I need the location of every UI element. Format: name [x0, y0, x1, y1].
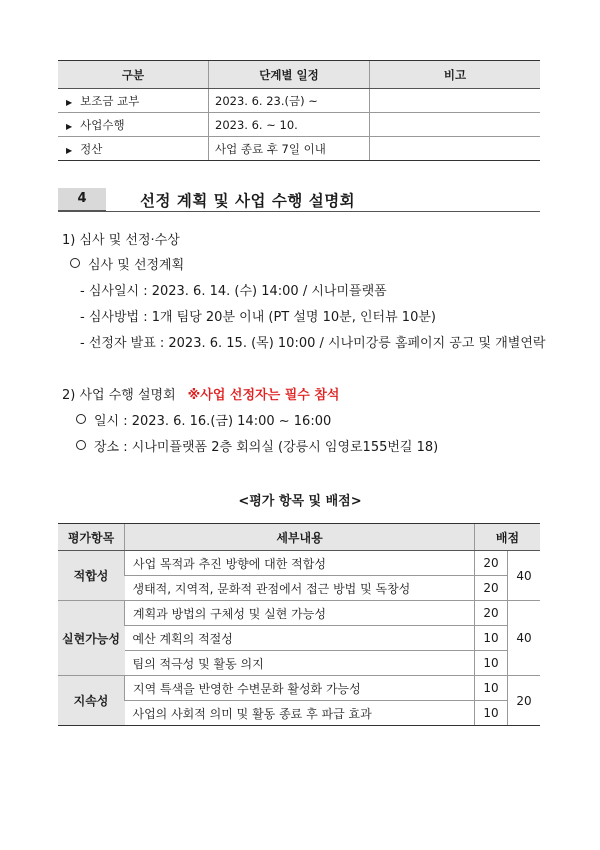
table-row [58, 701, 540, 726]
evaluation-category: 지속성 [58, 676, 125, 726]
evaluation-detail: 예산 계획의 적절성 [125, 626, 475, 651]
schedule-note [370, 89, 541, 113]
schedule-header-date: 단계별 일정 [209, 61, 370, 89]
evaluation-score: 10 [475, 701, 508, 726]
evaluation-table [58, 523, 540, 726]
circle-bullet-icon [76, 414, 86, 424]
evaluation-score: 20 [475, 601, 508, 626]
section-divider [58, 211, 540, 212]
evaluation-score: 10 [475, 651, 508, 676]
circle-bullet-icon [76, 440, 86, 450]
part2-item-row [76, 410, 331, 429]
evaluation-header-detail: 세부내용 [125, 524, 475, 551]
table-row [58, 626, 540, 651]
table-row [58, 137, 540, 161]
evaluation-detail: 사업의 사회적 의미 및 활동 종료 후 파급 효과 [125, 701, 475, 726]
schedule-item: 정산 [80, 141, 103, 156]
part2-item: 일시 : 2023. 6. 16.(금) 14:00 ~ 16:00 [94, 414, 332, 429]
evaluation-total: 40 [508, 601, 541, 676]
triangle-right-icon: ▶ [66, 121, 73, 131]
schedule-header-item: 구분 [58, 61, 209, 89]
part2-item-row [76, 436, 438, 455]
schedule-header-row [58, 61, 540, 89]
schedule-header-note: 비고 [370, 61, 541, 89]
table-row [58, 651, 540, 676]
evaluation-score: 20 [475, 576, 508, 601]
evaluation-total: 40 [508, 551, 541, 601]
part2-heading-row [62, 384, 339, 403]
evaluation-detail: 지역 특색을 반영한 수변문화 활성화 가능성 [125, 676, 475, 701]
table-row [58, 89, 540, 113]
schedule-item-cell [58, 113, 209, 137]
evaluation-detail: 팀의 적극성 및 활동 의지 [125, 651, 475, 676]
evaluation-score: 20 [475, 551, 508, 576]
circle-bullet-icon [70, 258, 80, 268]
schedule-item-cell [58, 137, 209, 161]
part1-item: - 심사일시 : 2023. 6. 14. (수) 14:00 / 시나미플랫폼 [80, 284, 387, 299]
schedule-note [370, 137, 541, 161]
table-row [58, 576, 540, 601]
part2-heading: 2) 사업 수행 설명회 [62, 388, 176, 403]
table-row [58, 601, 540, 626]
table-row [58, 551, 540, 576]
evaluation-header-category: 평가항목 [58, 524, 125, 551]
schedule-item: 사업수행 [80, 117, 125, 132]
part1-subheading-row [70, 254, 184, 273]
schedule-table [58, 60, 540, 161]
part2-item: 장소 : 시나미플랫폼 2층 회의실 (강릉시 임영로155번길 18) [94, 440, 439, 455]
evaluation-header-row [58, 524, 540, 551]
triangle-right-icon: ▶ [66, 97, 73, 107]
part1-subheading: 심사 및 선정계획 [88, 258, 185, 273]
section-number: 4 [58, 188, 106, 212]
evaluation-detail: 사업 목적과 추진 방향에 대한 적합성 [125, 551, 475, 576]
part1-item: - 선정자 발표 : 2023. 6. 15. (목) 10:00 / 시나미강릉 홈페이지 공고 및 개별연락 [80, 336, 546, 351]
table-row [58, 676, 540, 701]
evaluation-detail: 생태적, 지역적, 문화적 관점에서 접근 방법 및 독창성 [125, 576, 475, 601]
evaluation-total: 20 [508, 676, 541, 726]
part1-item: - 심사방법 : 1개 팀당 20분 이내 (PT 설명 10분, 인터뷰 10분) [80, 310, 436, 325]
schedule-date: 2023. 6. 23.(금) ~ [209, 89, 370, 113]
evaluation-category: 실현가능성 [58, 601, 125, 676]
schedule-item: 보조금 교부 [80, 93, 140, 108]
evaluation-score: 10 [475, 676, 508, 701]
triangle-right-icon: ▶ [66, 145, 73, 155]
evaluation-category: 적합성 [58, 551, 125, 601]
evaluation-header-score: 배점 [475, 524, 541, 551]
table-row [58, 113, 540, 137]
schedule-date: 2023. 6. ~ 10. [209, 113, 370, 137]
section-title: 선정 계획 및 사업 수행 설명회 [140, 192, 356, 210]
evaluation-caption: <평가 항목 및 배점> [238, 494, 362, 509]
schedule-note [370, 113, 541, 137]
evaluation-score: 10 [475, 626, 508, 651]
evaluation-detail: 계획과 방법의 구체성 및 실현 가능성 [125, 601, 475, 626]
schedule-item-cell [58, 89, 209, 113]
schedule-date: 사업 종료 후 7일 이내 [209, 137, 370, 161]
part1-heading: 1) 심사 및 선정·수상 [62, 233, 180, 248]
part2-notice: ※사업 선정자는 필수 참석 [187, 388, 340, 403]
